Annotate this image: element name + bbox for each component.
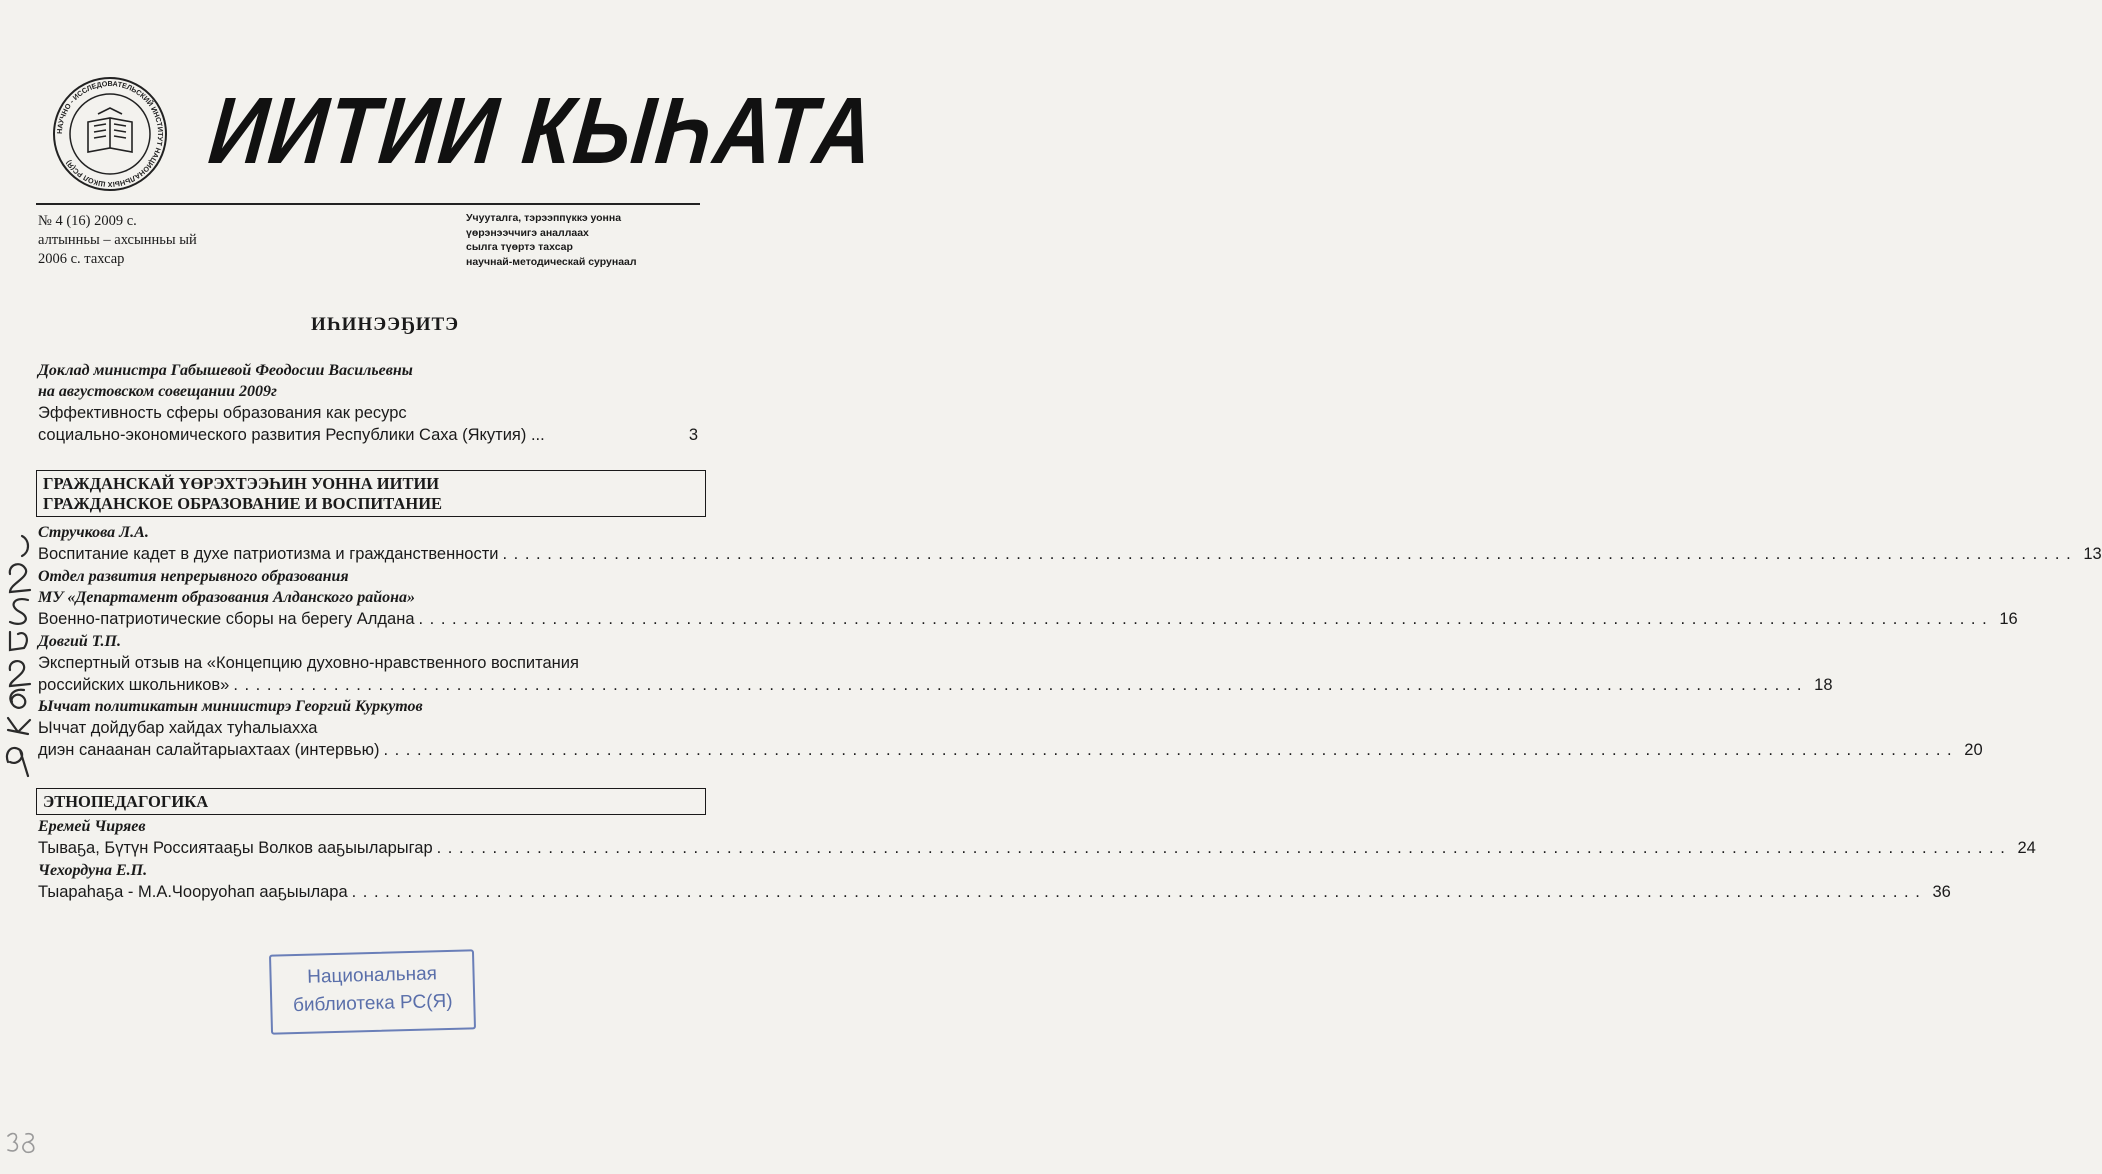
section-heading-line: ГРАЖДАНСКАЙ ҮӨРЭХТЭЭҺИН УОННА ИИТИИ: [43, 474, 440, 493]
entry-title: социально-экономического развития Республики Саха (Якутия) ...: [38, 426, 545, 444]
svg-text:НАУЧНО - ИССЛЕДОВАТЕЛЬСКИЙ ИНС: НАУЧНО - ИССЛЕДОВАТЕЛЬСКИЙ ИНСТИТУТ НАЦИОНАЛЬНЫХ ШКОЛ РС(Я): [54, 78, 166, 190]
entry-title: Тываҕа, Бүтүн Россиятааҕы Волков ааҕыыларыгар: [38, 839, 433, 857]
entry-page-number: 20: [1964, 741, 1983, 759]
entry-title: Тыараһаҕа - М.А.Чооруоһап ааҕыылара: [38, 883, 348, 901]
library-stamp: [269, 949, 476, 1034]
entry-author: Стручкова Л.А.: [38, 524, 149, 541]
toc-entry: [38, 631, 1833, 696]
entry-title-line: [38, 837, 2036, 859]
toc-entry: [38, 566, 2018, 630]
toc-entry-intro: [38, 360, 698, 446]
description-line: Учууталга, тэрээппүккэ уонна: [466, 212, 622, 224]
entry-title-line: [38, 608, 2018, 630]
entry-title-line: [38, 424, 698, 446]
entry-author: МУ «Департамент образования Алданского района»: [38, 589, 415, 606]
entry-author: Доклад министра Габышевой Феодосии Васильевны: [38, 362, 413, 379]
entry-title: Военно-патриотические сборы на берегу Алдана: [38, 610, 415, 628]
issue-since: 2006 с. тахсар: [38, 251, 125, 267]
entry-author: Чехордуна Е.П.: [38, 862, 148, 879]
handwritten-corner-mark: [4, 1128, 44, 1158]
entry-title: Экспертный отзыв на «Концепцию духовно-нравственного воспитания: [38, 654, 579, 672]
leader-dots: [437, 837, 2006, 859]
stamp-line: библиотека РС(Я): [292, 990, 453, 1017]
entry-page-number: 24: [2017, 839, 2036, 857]
issue-info: [38, 212, 197, 269]
section-heading-ethnopedagogy: [36, 788, 706, 815]
description-line: научнай-методическай сурунаал: [466, 255, 637, 268]
description-line: сылга түөртэ тахсар: [466, 241, 573, 253]
description-line: үөрэнээччигэ аналлаах: [466, 226, 589, 239]
header-rule: [36, 203, 700, 205]
toc-entry: [38, 860, 1951, 903]
entry-page-number: 3: [688, 426, 698, 444]
entry-title-line: [38, 543, 2102, 565]
entry-author: Еремей Чиряев: [38, 818, 146, 835]
contents-title: ИҺИНЭЭҔИТЭ: [310, 314, 460, 335]
leader-dots: [233, 674, 1802, 696]
entry-title: Эффективность сферы образования как ресурс: [38, 404, 407, 422]
toc-entry: [38, 696, 1983, 761]
entry-page-number: 13: [2083, 545, 2102, 563]
leader-dots: [383, 739, 1952, 761]
journal-masthead: ИИТИИ КЫҺАТА: [204, 78, 880, 184]
handwritten-inventory-mark: [0, 530, 40, 780]
leader-dots: [503, 543, 2072, 565]
issue-number: № 4 (16) 2009 с.: [38, 213, 137, 229]
entry-author: Довгий Т.П.: [38, 633, 121, 650]
section-heading-line: ГРАЖДАНСКОЕ ОБРАЗОВАНИЕ И ВОСПИТАНИЕ: [43, 494, 443, 513]
entry-author: на августовском совещании 2009г: [38, 383, 277, 400]
issue-months: алтынньы – ахсынньы ый: [38, 232, 197, 248]
entry-title: Воспитание кадет в духе патриотизма и гражданственности: [38, 545, 499, 563]
leader-dots: [352, 881, 1921, 903]
entry-page-number: 18: [1814, 676, 1833, 694]
toc-entry: [38, 816, 2036, 859]
entry-title-line: [38, 881, 1951, 903]
entry-title: диэн санаанан салайтарыахтаах (интервью): [38, 741, 380, 759]
entry-author: Ыччат политикатын миниистирэ Георгий Куркутов: [38, 698, 423, 715]
entry-title-line: [38, 739, 1983, 761]
entry-title: Ыччат дойдубар хайдах туһалыахха: [38, 719, 318, 737]
entry-author: Отдел развития непрерывного образования: [38, 568, 349, 585]
entry-page-number: 16: [1999, 610, 2018, 628]
section-heading-line: ЭТНОПЕДАГОГИКА: [43, 792, 209, 811]
section-heading-civic-education: [36, 470, 706, 517]
entry-title-line: [38, 674, 1833, 696]
entry-page-number: 36: [1932, 883, 1951, 901]
entry-title: российских школьников»: [38, 676, 230, 694]
journal-description: [466, 211, 637, 269]
leader-dots: [419, 608, 1988, 630]
stamp-line: Национальная: [306, 963, 438, 988]
institute-seal-logo: [40, 74, 180, 194]
toc-entry: [38, 522, 2102, 565]
